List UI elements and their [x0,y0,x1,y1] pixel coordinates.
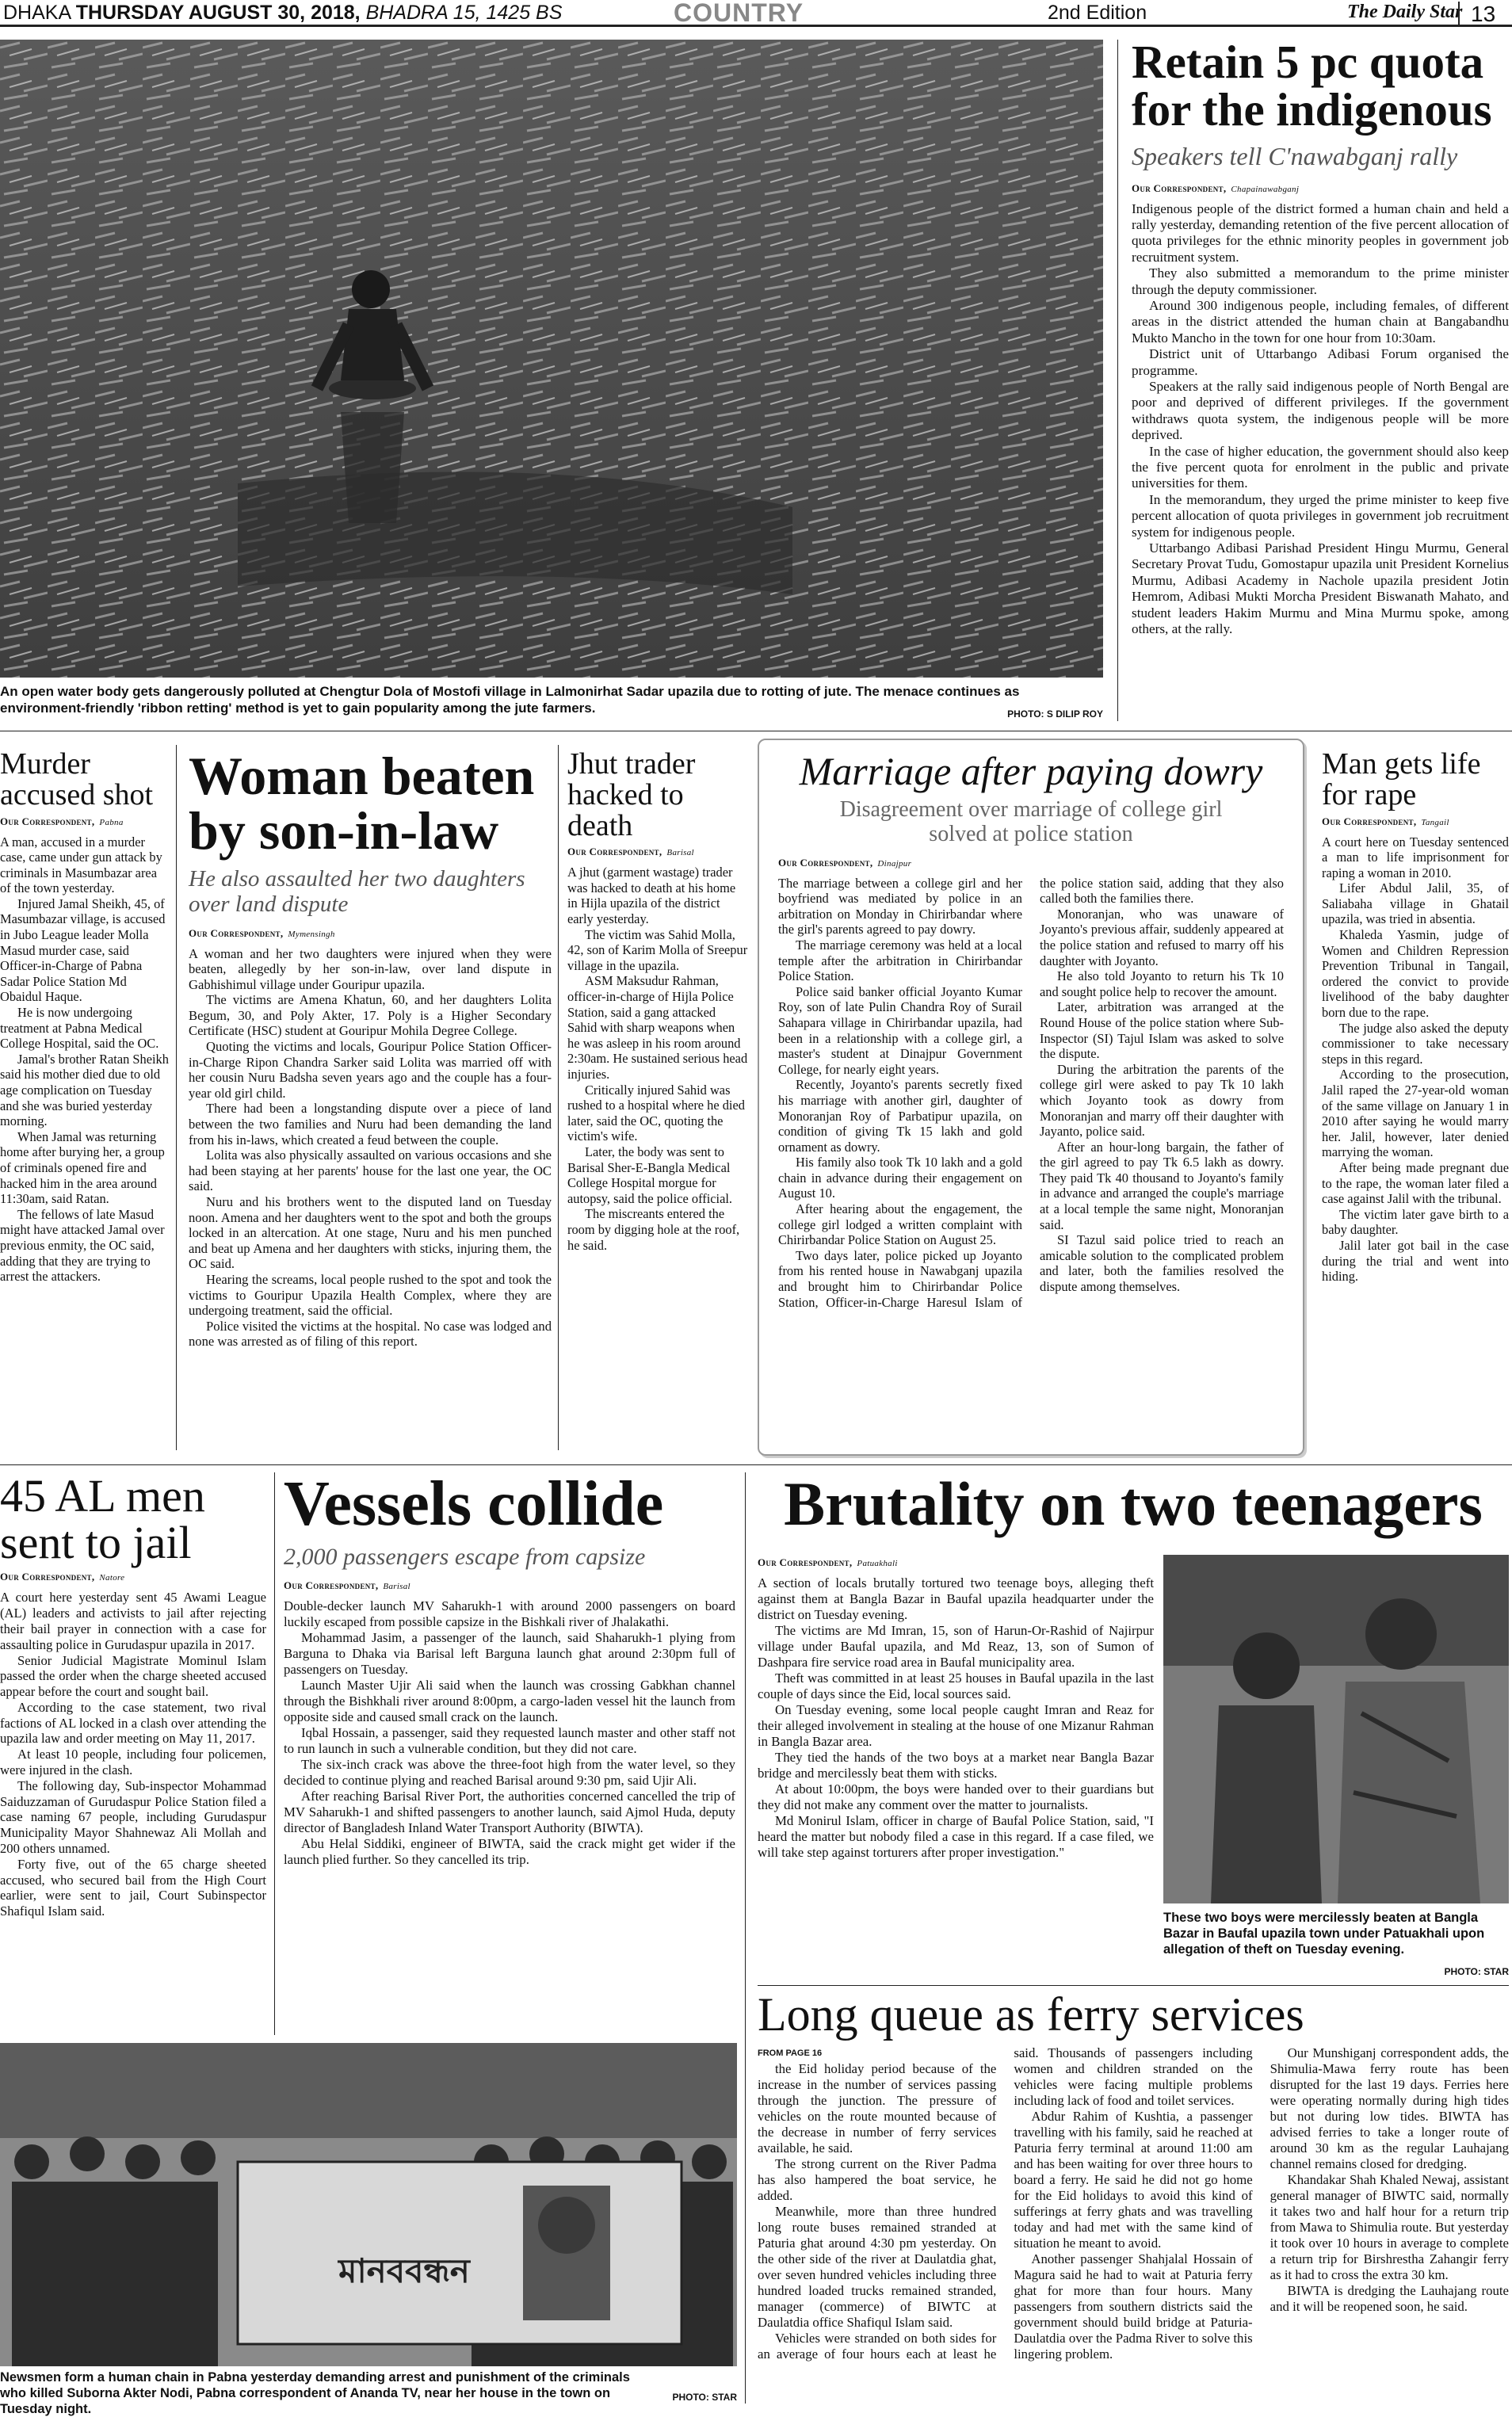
body-paragraph: Theft was committed in at least 25 houses in Baufal upazila in the last couple of days since the Eid, local sources said. [758,1671,1154,1701]
body-paragraph: The six-inch crack was above the three-foot high from the water level, so they decided to continue plying and reached Barisal around 9:30 pm, said Ujir Ali. [284,1756,735,1788]
murder-story [0,749,170,1450]
body-paragraph: At least 10 people, including four policemen, were injured in the clash. [0,1747,266,1778]
al-story [0,1472,266,2035]
marriage-place: Dinajpur [877,858,912,869]
body-paragraph: According to the case statement, two rival factions of AL locked in a clash over attending the upazila law and order meeting on May 11, 2017. [0,1699,266,1747]
body-paragraph: Nuru and his brothers went to the disputed land on Tuesday noon. Amena and her daughters went to the spot and both the groups locked in an altercation. At one stage, Nuru and his men punched and beat up Amena and her daughters with sticks, injuring them, the OC said. [189,1194,552,1272]
human-chain-caption: Newsmen form a human chain in Pabna yesterday demanding arrest and punishment of the criminals who killed Suborna Akter Nodi, Pabna correspondent of Ananda TV, near her house in the town on Tuesday night. [0,2370,630,2416]
brutality-body [758,1575,1154,1861]
body-paragraph: Around 300 indigenous people, including females, of different areas in the district attended the human chain at Bangabandhu Mukto Mancho in the town for one hour from 10:30am. [1132,297,1509,346]
murder-headline: Murder accused shot [0,747,154,811]
al-place: Natore [99,1573,125,1583]
rape-headline: Man gets life for rape [1322,747,1481,811]
body-paragraph: Later, the body was sent to Barisal Sher-E-Bangla Medical College Hospital morgue for autopsy, said the police official. [567,1144,733,1206]
body-paragraph: After hearing about the engagement, the college girl lodged a written complaint with Chirirbandar Police Station on August 25. [778,1201,1022,1248]
body-paragraph: Two days later, police picked up Joyanto from his rented house in Nawabganj upazila and brought him to Chirirbandar Police Station, Officer-in-Charge Haresul Islam of the police station said, adding that they also called both the families there. [778,875,1284,1310]
body-paragraph: Lolita was also physically assaulted on various occasions and she had been staying at her parents' house for the last one year, the OC said. [189,1147,552,1194]
body-paragraph: Hearing the screams, local people rushed to the spot and took the victims to Gouripur Upazila Health Complex, where they are undergoing treatment, said the official. [189,1271,552,1319]
body-paragraph: Abdur Rahim of Kushtia, a passenger travelling with his family, said he reached at Paturia ferry terminal at around 11:00 am and has been waiting for over three hours to board a ferry. He said he did not go home for the Eid holidays to avoid this kind of sufferings at ferry ghats and was travelling today and had met with the same kind of situation he meant to avoid. [1014,2109,1253,2251]
body-paragraph: In the case of higher education, the government should also keep the five percent quota for enrolment in the public and private universities for them. [1132,443,1509,491]
body-paragraph: Later, arbitration was arranged at the Round House of the police station where Sub-Inspector (SI) Tajul Islam was asked to solve the dispute. [1040,999,1284,1062]
body-paragraph: The victims are Md Imran, 15, son of Harun-Or-Rashid of Najirpur village under Baufal upazila, and Md Reaz, 13, son of Sumon of Dashpara fire service road area in Baufal municipality area. [758,1623,1154,1670]
body-paragraph: Iqbal Hossain, a passenger, said they requested launch master and other staff not to run launch in such a vulnerable condition, but they did not care. [284,1724,735,1756]
body-paragraph: After an hour-long bargain, the father of the girl agreed to pay Tk 6.5 lakh as dowry. They paid Tk 40 thousand to Joyanto's family in advance and arranged the couple's marriage at a local temple the same night, Monoranjan said. [1040,1139,1284,1232]
human-chain-credit: PHOTO: STAR [672,2392,737,2403]
body-paragraph: A jhut (garment wastage) trader was hacked to death at his home in Hijla upazila of the district early yesterday. [567,865,736,927]
brutality-text [758,1552,1154,1980]
brutality-place: Patuakhali [857,1559,898,1568]
body-paragraph: Critically injured Sahid was rushed to a hospital where he died later, said the OC, quoting the victim's wife. [567,1082,745,1144]
al-body [0,1590,266,1919]
body-paragraph: Launch Master Ujir Ali said when the launch was crossing Gabkhan channel through the Bishkhali river around 8:00pm, a cargo-laden vessel hit the launch from opposite side and caused small crack on the launch. [284,1677,735,1724]
ferry-headline: Long queue as ferry services [758,1988,1304,2041]
body-paragraph: Khaleda Yasmin, judge of Women and Children Repression Prevention Tribunal in Tangail, ordered the convict to provide livelihood of the baby daughter born due to the rape. [1322,927,1509,1021]
human-chain-photo [0,2043,737,2366]
murder-body [0,834,170,1285]
page-folio [0,0,1512,27]
top-photo-credit: PHOTO: S DILIP ROY [1007,708,1103,720]
body-paragraph: A court here on Tuesday sentenced a man to life imprisonment for raping a woman in 2010. [1322,834,1509,880]
body-paragraph: At about 10:00pm, the boys were handed over to their guardians but they did not make any comment over the matter to journalists. [758,1781,1154,1812]
banner-text: মানববন্ধন [338,2251,470,2290]
top-photo-caption-box [0,683,1103,723]
body-paragraph: Abu Helal Siddiki, engineer of BIWTA, said the crack might get wider if the launch plied further. So they cancelled its trip. [284,1835,735,1867]
body-paragraph: Forty five, out of the 65 charge sheeted accused, who secured bail from the High Court earlier, were sent to jail, Court Subinspector Shafiqul Islam said. [0,1856,266,1919]
body-paragraph: The victim later gave birth to a baby daughter. [1322,1206,1509,1238]
marriage-headline: Marriage after paying dowry [799,749,1263,793]
body-paragraph: His family also took Tk 10 lakh and a gold chain in advance during their engagement on August 10. [778,1155,1022,1201]
body-paragraph: the Eid holiday period because of the increase in the number of services passing through the junction. The pressure of vehicles on the route mounted because of the decrease in number of ferry services available, he said. [758,2061,997,2156]
body-paragraph: A court here yesterday sent 45 Awami League (AL) leaders and activists to jail after rejecting their bail prayer in connection with a case for assaulting police in Gurudaspur upazila in 2017. [0,1590,266,1652]
body-paragraph: Vehicles were stranded on both sides for an average of four hours each at least he said. Thousands of passengers including women and children stranded on the vehicles were facing multiple problems including lack of food and toilet services. [758,2045,1253,2362]
jhut-place: Barisal [666,848,694,858]
edition-label: 2nd Edition [1048,2,1147,24]
body-paragraph: Double-decker launch MV Saharukh-1 with around 2000 passengers on board luckily escaped from possible capsize in the Bishkali river of Jhalakathi. [284,1598,735,1629]
human-chain-caption-box [0,2369,737,2416]
ferry-continued-from: FROM PAGE 16 [758,2049,823,2059]
body-paragraph: Police said banker official Joyanto Kumar Roy, son of late Pulin Chandra Roy of Surail Sahapara village in Chirirbandar upazila, had been in a relationship with a college girl, a master's student at Dinajpur Government College, for nearly eight years. [778,983,1022,1077]
woman-headline: Woman beaten by son-in-law [189,746,535,861]
body-paragraph: Quoting the victims and locals, Gouripur Police Station Officer-in-Charge Ripon Chandra Sarker said Lolita was married off with her cousin Nuru Badsha seven years ago and the couple has a four-year old girl child. [189,1039,552,1101]
body-paragraph: Police visited the victims at the hospital. No case was lodged and none was arrested as of filing of this report. [189,1318,552,1350]
body-paragraph: Monoranjan, who was unaware of Joyanto's previous affair, suddenly appeared at the police station and refused to marry off his daughter with Joyanto. [1040,906,1284,968]
body-paragraph: ASM Maksudur Rahman, officer-in-charge of Hijla Police Station, said a gang attacked Sahid with sharp weapons when he was asleep in his room around 2:30am. He sustained serious head injuries. [567,973,748,1082]
quota-place: Chapainawabganj [1231,184,1300,194]
body-paragraph: He is now undergoing treatment at Pabna Medical College Hospital, said the OC. [0,1005,159,1052]
body-paragraph: The victim was Sahid Molla, 42, son of Karim Molla of Sreepur village in the upazila. [567,926,748,973]
top-photo-caption: An open water body gets dangerously polluted at Chengtur Dola of Mostofi village in Lalmonirhat Sadar upazila due to rotting of jute. The menace continues as environment-friendly 'ribbon retting' method is yet to gain popularity among the jute farmers. [0,684,1020,716]
rape-body [1322,834,1509,1285]
ferry-body [758,2045,1509,2394]
jhut-headline: Jhut trader hacked to death [567,747,696,842]
section-name: COUNTRY [674,0,804,27]
body-paragraph: The marriage ceremony was held at a local temple after the arbitration in Chirirbandar Police Station. [778,937,1022,984]
body-paragraph: When Jamal was returning home after burying her, a group of criminals opened fire and hacked him in the area around 11:30am, said Ratan. [0,1128,165,1207]
al-headline: 45 AL men sent to jail [0,1470,205,1569]
vessels-place: Barisal [383,1581,410,1591]
body-paragraph: Mohammad Jasim, a passenger of the launch, said Shaharukh-1 plying from Barguna to Dhaka via Barisal left Barguna launch ghat around 2:30pm full of passengers on Tuesday. [284,1629,735,1677]
folio-city: DHAKA [3,2,76,24]
body-paragraph: BIWTA is dredging the Lauhajang route and it will be reopened soon, he said. [1270,2283,1509,2315]
jute-water-photo [0,40,1103,678]
al-byline: Our Correspondent, [0,1571,95,1583]
quota-story [1132,38,1509,724]
body-paragraph: Injured Jamal Sheikh, 45, of Masumbazar village, is accused in Jubo League leader Molla Masud murder case, said Officer-in-Charge of Pabna Sadar Police Station Md Obaidul Haque. [0,895,166,1005]
folio-bengali-date: BHADRA 15, 1425 BS [360,2,563,24]
body-paragraph: Senior Judicial Magistrate Mominul Islam passed the order when the charge sheeted accused appear before the court and sought bail. [0,1652,266,1700]
body-paragraph: SI Tazul said police tried to reach an amicable solution to the complicated problem and later, both the families resolved the dispute among themselves. [1040,1232,1284,1295]
body-paragraph: Jamal's brother Ratan Sheikh said his mother died due to old age complication on Tuesday and she was buried yesterday morning. [0,1051,169,1129]
rape-place: Tangail [1421,817,1449,827]
woman-place: Mymensingh [288,929,335,939]
body-paragraph: According to the prosecution, Jalil raped the 27-year-old woman of the same village on January 1 in 2010 after saying he would marry her. Jalil, however, later denied marrying the woman. [1322,1067,1509,1160]
body-paragraph: The fellows of late Masud might have attacked Jamal over previous enmity, the OC said, adding that they are trying to arrest the attackers. [0,1206,165,1285]
human-chain-image [0,2043,737,2366]
rape-story [1322,749,1509,1450]
body-paragraph: Khandakar Shah Khaled Newaj, assistant general manager of BIWTC said, normally it takes two and half hour for a return trip from Mawa to Shimulia route. But yesterday it took over 10 hours in average to complete a return trip for Birshrestha Zahangir ferry as it had to cross the extra 30 km. [1270,2172,1509,2283]
body-paragraph: They also submitted a memorandum to the prime minister through the deputy commissioner. [1132,265,1509,297]
brutality-headline: Brutality on two teenagers [784,1469,1483,1538]
murder-byline: Our Correspondent, [0,815,95,827]
page-number: 13 [1458,2,1495,27]
body-paragraph: Uttarbango Adibasi Parishad President Hingu Murmu, General Secretary Provat Tudu, Gomostapur upazila unit President Kornelius Murmu, Adibasi Academy in Nachole upazila president Jotin Hemrom, Adibasi Mukti Morcha President Biswanath Mahato, and student leaders Hakim Murmu and Mina Murmu spoke, among others, at the rally. [1132,540,1509,637]
body-paragraph: The miscreants entered the room by digging hole at the roof, he said. [567,1206,740,1253]
body-paragraph: A section of locals brutally tortured two teenage boys, alleging theft against them at Bangla Bazar in Baufal upazila headquarter under the district on Tuesday evening. [758,1575,1154,1622]
woman-deck: He also assaulted her two daughters over land dispute [189,865,525,917]
body-paragraph: Meanwhile, more than three hundred long route buses remained stranded at Paturia ghat around 4:30 pm yesterday. On the other side of the river at Daulatdia ghat, over seven hundred vehicles including three hundred loaded trucks remained stranded, manager (commerce) of BIWTC at Daulatdia office Shafiqul Islam said. [758,2204,997,2331]
vessels-byline: Our Correspondent, [284,1579,379,1591]
body-paragraph: Our Munshiganj correspondent adds, the Shimulia-Mawa ferry route has been disrupted for the last 19 days. Ferries here were operating normally during high tides but not during low tides. BIWTA has advised ferries to take a longer route of around 30 km as the regular Lauhajang channel remains closed for dredging. [1270,2045,1509,2172]
body-paragraph: There had been a longstanding dispute over a piece of land between the two families and Nuru had been demanding the land from his in-laws, which created a feud between the couple. [189,1101,552,1147]
teenagers-photo [1163,1555,1509,1903]
body-paragraph: The following day, Sub-inspector Mohammad Saiduzzaman of Gurudaspur Police Station filed a case naming 67 people, including Gurudaspur Municipality Mayor Shahnewaz Ali Mollah and 200 others unnamed. [0,1777,266,1857]
brutality-story [758,1469,1509,1980]
folio-date: THURSDAY AUGUST 30, 2018, [75,2,361,24]
jhut-byline: Our Correspondent, [567,846,662,858]
body-paragraph: Speakers at the rally said indigenous people of North Bengal are poor and deprived of different privileges. If the government withdraws quota system, the indigenous people will be more deprived. [1132,379,1509,443]
quota-deck: Speakers tell C'nawabganj rally [1132,142,1458,171]
marriage-body [778,876,1284,1311]
marriage-byline: Our Correspondent, [778,856,873,869]
jute-water-image [0,40,1103,678]
teenagers-credit: PHOTO: STAR [1444,1966,1509,1977]
body-paragraph: Jalil later got bail in the case during the trial and went into hiding. [1322,1237,1509,1285]
body-paragraph: After reaching Barisal River Port, the authorities concerned cancelled the trip of MV Saharukh-1 and shifted passengers to another launch, said Ajmol Huda, deputy director of Bangladesh Inland Water Transport Authority (BIWTA). [284,1788,735,1835]
quota-headline: Retain 5 pc quota for the indigenous [1132,36,1492,136]
body-paragraph: They tied the hands of the two boys at a market near Bangla Bazar bridge and mercilessly beat them with sticks. [758,1750,1154,1781]
quota-body [1132,201,1509,638]
ferry-story [758,1988,1509,2407]
body-paragraph: A man, accused in a murder case, came under gun attack by criminals in Masumbazar area of the town yesterday. [0,834,162,896]
vessels-body [284,1598,735,1868]
body-paragraph: District unit of Uttarbango Adibasi Forum organised the programme. [1132,346,1509,378]
marriage-deck: Disagreement over marriage of college girl solved at police station [839,797,1223,846]
body-paragraph: The judge also asked the deputy commissioner to take necessary steps in this regard. [1322,1020,1509,1067]
vessels-headline: Vessels collide [284,1469,664,1539]
woman-body [189,946,552,1350]
woman-byline: Our Correspondent, [189,926,284,939]
body-paragraph: The marriage between a college girl and her boyfriend was mediated by police in an arbitration on Monday in Chirirbandar where the girl's parents agreed to pay dowry. [778,875,1022,937]
body-paragraph: Md Monirul Islam, officer in charge of Baufal Police Station, said, "I heard the matter but nobody filed a case in this regard. If a case filed, we will take step against torturers after proper investigation." [758,1813,1154,1860]
quota-byline: Our Correspondent, [1132,181,1227,194]
paper-logo: The Daily Star [1347,2,1463,22]
body-paragraph: Lifer Abdul Jalil, 35, of Saliabaha village in Ghatail upazila, was tried in absentia. [1322,880,1509,927]
body-paragraph: The victims are Amena Khatun, 60, and her daughters Lolita Begum, 30, and Poly Akter, 17. Poly is a Higher Secondary Certificate (HSC) student at Gouripur Mohila Degree College. [189,992,552,1039]
murder-place: Pabna [99,817,124,827]
body-paragraph: Recently, Joyanto's parents secretly fixed his marriage with another girl, daughter of Monoranjan Roy of Parbatipur upazila, on condition of giving Tk 15 lakh and gold ornament as dowry. [778,1077,1022,1155]
vessels-deck: 2,000 passengers escape from capsize [284,1543,646,1570]
teenagers-caption-box [1163,1910,1509,1980]
jhut-body [567,865,748,1253]
body-paragraph: Another passenger Shahjalal Hossain of Magura said he had to wait at Paturia ferry ghat for more than four hours. Many passengers from southern districts said the government should build bridge at Paturia-Daulatdia over the Padma River to solve this lingering problem. [1014,2251,1253,2362]
teenagers-image [1163,1555,1509,1903]
jhut-story [567,749,748,1450]
body-paragraph: After being made pregnant due to the rape, the woman later filed a case against Jalil with the tribunal. [1322,1159,1509,1207]
vessels-story [284,1469,735,2035]
marriage-story [758,739,1304,1456]
body-paragraph: He also told Joyanto to return his Tk 10 and sought police help to recover the amount. [1040,968,1284,999]
body-paragraph: The strong current on the River Padma has also hampered the boat service, he added. [758,2156,997,2204]
brutality-byline: Our Correspondent, [758,1556,853,1568]
body-paragraph: On Tuesday evening, some local people caught Imran and Reaz for their alleged involvement in stealing at the house of one Mizanur Rahman in Bangla Bazar area. [758,1702,1154,1749]
rape-byline: Our Correspondent, [1322,815,1417,827]
teenagers-caption: These two boys were mercilessly beaten at Bangla Bazar in Baufal upazila town under Patuakhali upon allegation of theft on Tuesday evening. [1163,1911,1485,1957]
body-paragraph: A woman and her two daughters were injured when they were beaten, allegedly by her son-in-law, over land dispute in Gabhishimul village under Gouripur upazila. [189,945,552,992]
body-paragraph: During the arbitration the parents of the college girl were asked to pay Tk 10 lakh which Joyanto took as dowry from Monoranjan and marry off their daughter with Jayanto, police said. [1040,1061,1284,1140]
body-paragraph: Indigenous people of the district formed a human chain and held a rally yesterday, demanding retention of the five percent allocation of quota privileges for the ethnic minority peoples in government job recruitment system. [1132,200,1509,265]
woman-story [189,746,552,1450]
body-paragraph: In the memorandum, they urged the prime minister to keep five percent allocation of quota privileges in government job recruitment system for indigenous people. [1132,491,1509,540]
